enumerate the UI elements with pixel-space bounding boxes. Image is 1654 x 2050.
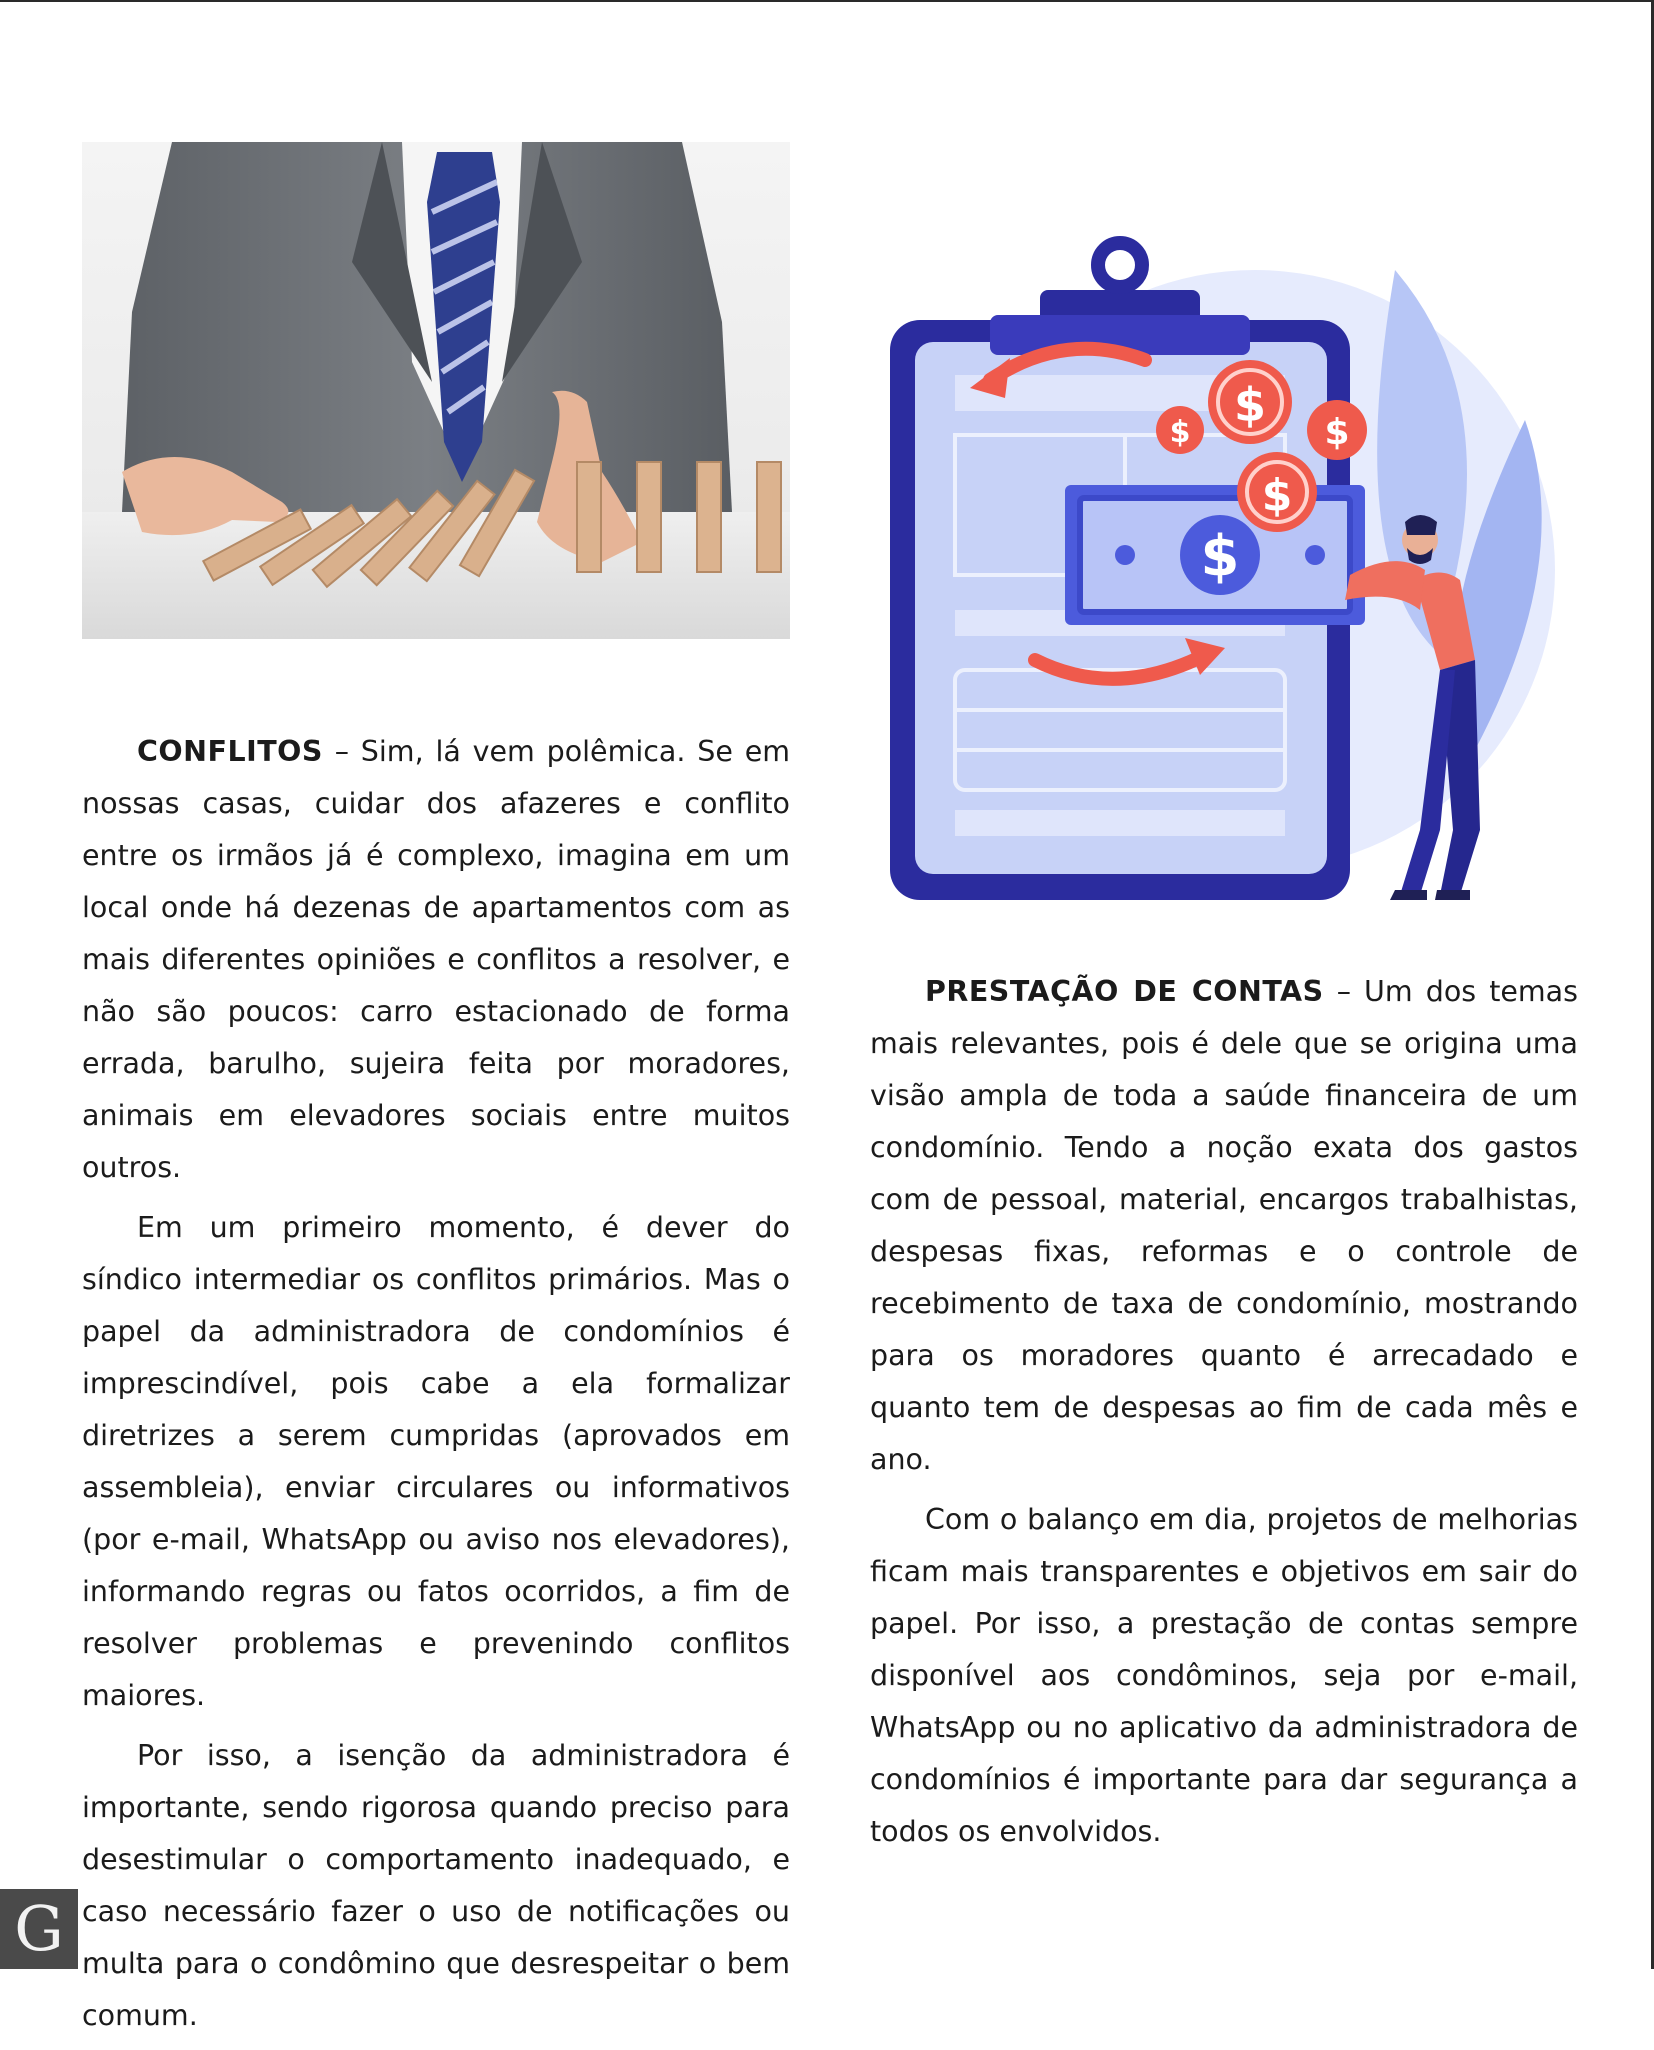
coin-dollar-1: $ <box>1233 378 1267 432</box>
coin-dollar-2: $ <box>1169 415 1191 450</box>
conflitos-paragraph-1 <box>82 726 790 1194</box>
conflitos-paragraph-1-text: – Sim, lá vem polêmica. Se em nossas casas, cuidar dos afazeres e conflito entre os irmãos já é complexo, imagina em um local onde há dezenas de apartamentos com as mais diferentes opiniões e conflitos a resolver, e não são poucos: carro estacionado de forma errada, barulho, sujeira feita por moradores, animais em elevadores sociais entre muitos outros. <box>82 735 790 1184</box>
prestacao-paragraph-1-text: – Um dos temas mais relevantes, pois é dele que se origina uma visão ampla de toda a saúde financeira de um condomínio. Tendo a noção exata dos gastos com de pessoal, material, encargos trabalhistas, despesas fixas, reformas e o controle de recebimento de taxa de condomínio, mostrando para os moradores quanto é arrecadado e quanto tem de despesas ao fim de cada mês e ano. <box>870 975 1578 1476</box>
prestacao-paragraph-1 <box>870 966 1578 1486</box>
left-text-column <box>82 726 790 2050</box>
conflitos-paragraph-3: Por isso, a isenção da administradora é importante, sendo rigorosa quando preciso para desestimular o comportamento inadequado, e caso necessário fazer o uso de notificações ou multa para o condômino que desrespeitar o bem comum. <box>82 1739 790 2032</box>
dollar-symbol: $ <box>1200 524 1240 589</box>
right-text-column <box>870 966 1578 1866</box>
g-logo-badge <box>0 1889 78 1969</box>
prestacao-heading: PRESTAÇÃO DE CONTAS <box>925 975 1324 1008</box>
g-logo-letter: G <box>14 1892 64 1965</box>
finance-illustration <box>875 230 1555 910</box>
coin-dollar-3: $ <box>1324 412 1350 453</box>
prestacao-paragraph-2: Com o balanço em dia, projetos de melhorias ficam mais transparentes e objetivos em sair do papel. Por isso, a prestação de contas sempre disponível aos condôminos, seja por e-mail, WhatsApp ou no aplicativo da administradora de condomínios é importante para dar segurança a todos os envolvidos. <box>870 1503 1578 1848</box>
coin-dollar-4: $ <box>1261 470 1293 521</box>
conflitos-paragraph-2: Em um primeiro momento, é dever do síndico intermediar os conflitos primários. Mas o papel da administradora de condomínios é imprescindível, pois cabe a ela formalizar diretrizes a serem cumpridas (aprovados em assembleia), enviar circulares ou informativos (por e-mail, WhatsApp ou aviso nos elevadores), informando regras ou fatos ocorridos, a fim de resolver problemas e prevenindo conflitos maiores. <box>82 1211 790 1712</box>
domino-photo <box>82 142 790 639</box>
conflitos-heading: CONFLITOS <box>137 735 323 768</box>
